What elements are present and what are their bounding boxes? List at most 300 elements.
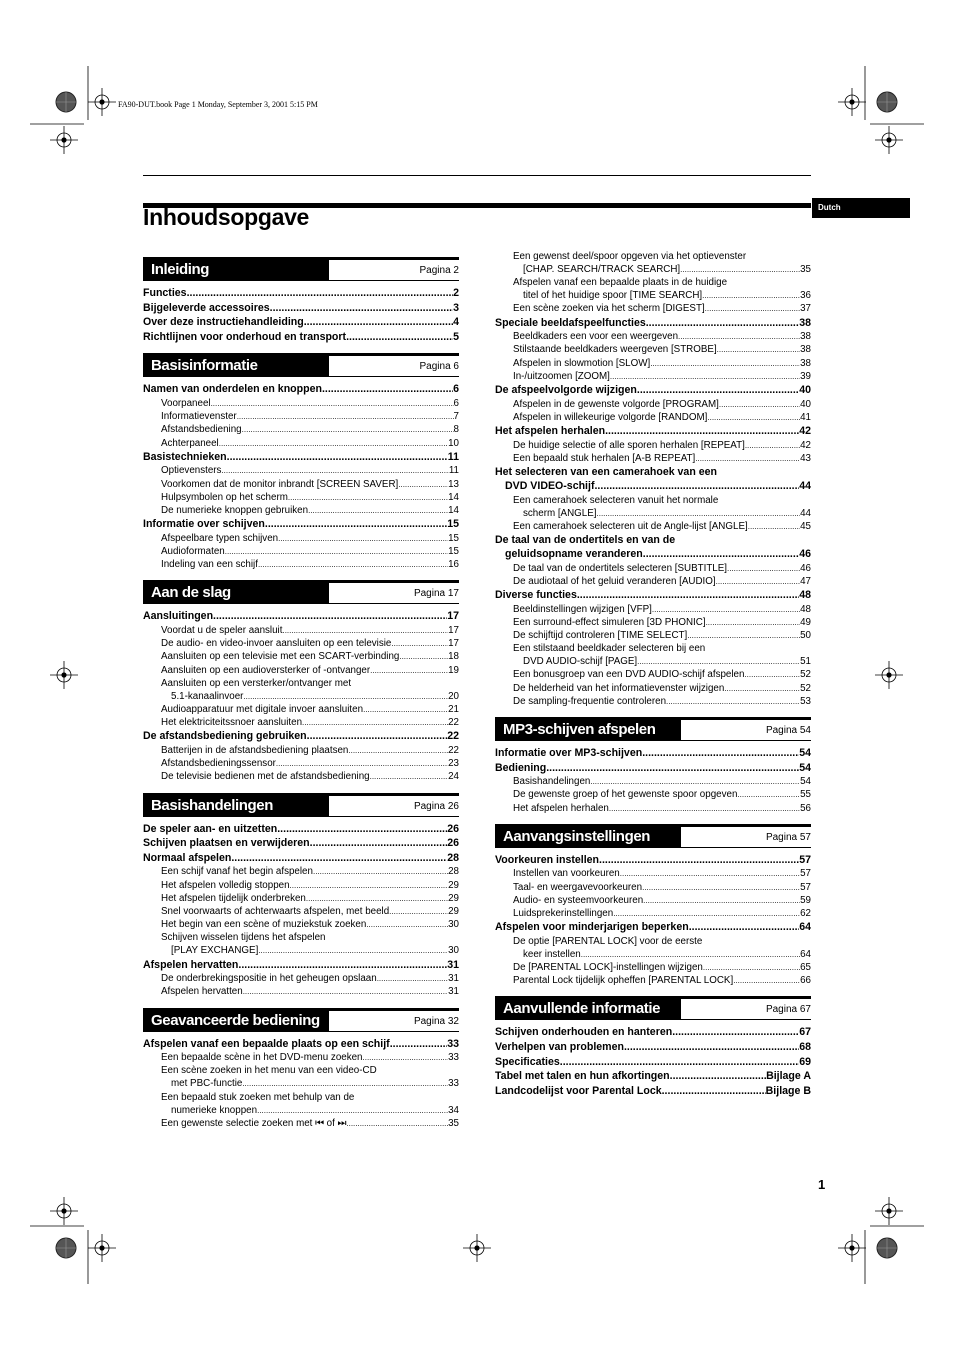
toc-leader-dots bbox=[695, 452, 800, 465]
toc-leader-dots bbox=[310, 836, 448, 851]
toc-entry-page: 48 bbox=[800, 603, 811, 615]
toc-entry-title: De sampling-frequentie controleren bbox=[513, 695, 667, 707]
toc-entry-title: Snel voorwaarts of achterwaarts afspelen, met beeld bbox=[161, 906, 390, 917]
toc-subentry[interactable] bbox=[143, 637, 459, 650]
toc-subentry[interactable] bbox=[143, 918, 459, 931]
toc-leader-dots bbox=[609, 802, 800, 815]
toc-subentry[interactable] bbox=[495, 881, 811, 894]
toc-entry[interactable] bbox=[495, 1055, 811, 1070]
toc-subentry[interactable] bbox=[143, 1051, 459, 1064]
toc-subentry[interactable] bbox=[143, 905, 459, 918]
toc-entry-title: [CHAP. SEARCH/TRACK SEARCH] bbox=[523, 264, 681, 275]
section-page: Pagina 17 bbox=[413, 588, 459, 600]
toc-entry-page: 34 bbox=[448, 1104, 459, 1116]
toc-subentry[interactable] bbox=[143, 865, 459, 878]
toc-entry[interactable] bbox=[143, 301, 459, 316]
toc-entry-title: Basishandelingen bbox=[513, 776, 591, 788]
toc-entry-page: 40 bbox=[799, 384, 811, 397]
toc-entry[interactable] bbox=[495, 383, 811, 398]
toc-leader-dots bbox=[605, 424, 799, 439]
toc-leader-dots bbox=[242, 423, 454, 436]
toc-entry-page: 64 bbox=[800, 948, 811, 960]
toc-entry-page: 10 bbox=[448, 437, 459, 449]
toc-entry-line: De taal van de ondertitels en van de bbox=[495, 534, 676, 547]
toc-entry-line: Aansluiten op een versterker/ontvanger met bbox=[161, 677, 352, 689]
toc-leader-dots bbox=[257, 1104, 448, 1117]
toc-leader-dots bbox=[733, 974, 800, 987]
toc-leader-dots bbox=[594, 479, 799, 494]
toc-entry-title: Een bonusgroep van een DVD AUDIO-schijf afspelen bbox=[513, 669, 745, 681]
toc-entry[interactable] bbox=[143, 517, 459, 532]
toc-entry[interactable] bbox=[143, 822, 459, 837]
toc-subentry[interactable] bbox=[495, 695, 811, 708]
toc-entry-title: Informatie over schijven bbox=[143, 518, 265, 531]
toc-entry[interactable] bbox=[495, 1025, 811, 1040]
toc-subentry[interactable] bbox=[495, 616, 811, 629]
toc-entry-page: 28 bbox=[447, 851, 459, 864]
toc-leader-dots bbox=[702, 289, 800, 302]
toc-subentry[interactable] bbox=[143, 1117, 459, 1130]
toc-subentry[interactable] bbox=[495, 562, 811, 575]
toc-subentry[interactable] bbox=[495, 788, 811, 801]
toc-leader-dots bbox=[243, 690, 448, 703]
toc-entry-title: Informatie over MP3-schijven bbox=[495, 747, 643, 760]
toc-leader-dots bbox=[707, 411, 800, 424]
toc-entry-line: Het selecteren van een camerahoek van een bbox=[495, 466, 717, 479]
toc-entry-page: 38 bbox=[800, 357, 811, 369]
toc-entry-page: 42 bbox=[799, 425, 811, 438]
toc-subentry[interactable] bbox=[143, 650, 459, 663]
toc-entry-title: DVD AUDIO-schijf [PAGE] bbox=[523, 656, 638, 668]
section-title: Aanvangsinstellingen bbox=[495, 827, 681, 847]
toc-leader-dots bbox=[599, 853, 799, 868]
toc-entry[interactable] bbox=[495, 316, 811, 331]
toc-entry-line: Een scène zoeken in het menu van een video-CD bbox=[161, 1065, 377, 1077]
toc-leader-dots bbox=[390, 1037, 448, 1052]
section-page: Pagina 57 bbox=[765, 831, 811, 843]
toc-entry[interactable] bbox=[143, 330, 459, 345]
toc-subentry[interactable] bbox=[143, 690, 459, 703]
toc-entry-title: Voorpaneel bbox=[161, 397, 211, 409]
section-title: Geavanceerde bediening bbox=[143, 1011, 329, 1031]
toc-entry-page: 48 bbox=[799, 589, 811, 602]
toc-entry-title: Specificaties bbox=[495, 1055, 560, 1068]
toc-entry-page: 54 bbox=[800, 776, 811, 788]
toc-subentry[interactable] bbox=[495, 357, 811, 370]
toc-subentry[interactable] bbox=[495, 520, 811, 533]
toc-leader-dots bbox=[716, 575, 801, 588]
toc-subentry[interactable] bbox=[143, 464, 459, 477]
toc-leader-dots bbox=[650, 357, 800, 370]
toc-subentry[interactable] bbox=[495, 263, 811, 276]
section-header bbox=[495, 996, 811, 1022]
toc-subentry[interactable] bbox=[143, 1104, 459, 1117]
toc-entry-page: 31 bbox=[448, 986, 459, 998]
toc-subentry[interactable] bbox=[495, 343, 811, 356]
toc-entry-page: 19 bbox=[448, 664, 459, 676]
toc-subentry[interactable] bbox=[495, 289, 811, 302]
toc-entry[interactable] bbox=[143, 1037, 459, 1052]
toc-subentry[interactable] bbox=[143, 744, 459, 757]
toc-entry-title: Afstandsbediening bbox=[161, 424, 242, 436]
toc-leader-dots bbox=[717, 343, 800, 356]
toc-subentry[interactable] bbox=[495, 894, 811, 907]
toc-entry-page: 22 bbox=[448, 717, 459, 729]
toc-subentry[interactable] bbox=[143, 716, 459, 729]
toc-leader-dots bbox=[346, 1117, 448, 1130]
toc-subentry[interactable] bbox=[143, 478, 459, 491]
toc-entry-page: 26 bbox=[447, 837, 459, 850]
toc-subentry[interactable] bbox=[495, 603, 811, 616]
toc-leader-dots bbox=[187, 286, 454, 301]
toc-entry-title: Basistechnieken bbox=[143, 450, 227, 463]
toc-entry-title: Informatievenster bbox=[161, 411, 237, 423]
toc-entry-title: Voordat u de speler aansluit bbox=[161, 624, 283, 636]
toc-subentry[interactable] bbox=[143, 944, 459, 957]
section-page: Pagina 67 bbox=[765, 1004, 811, 1016]
toc-entry[interactable] bbox=[143, 450, 459, 465]
toc-entry-page: 66 bbox=[800, 975, 811, 987]
toc-leader-dots bbox=[242, 1077, 448, 1090]
toc-entry[interactable] bbox=[495, 1069, 811, 1084]
toc-leader-dots bbox=[270, 301, 453, 316]
toc-entry-page: 68 bbox=[799, 1041, 811, 1054]
toc-subentry[interactable] bbox=[143, 879, 459, 892]
toc-entry-title: Afspeelbare typen schijven bbox=[161, 532, 279, 544]
toc-entry-page: 11 bbox=[448, 465, 459, 477]
toc-subentry[interactable] bbox=[495, 867, 811, 880]
toc-subentry[interactable] bbox=[495, 629, 811, 642]
section-page: Pagina 26 bbox=[413, 800, 459, 812]
toc-subentry[interactable] bbox=[495, 411, 811, 424]
toc-entry-page: 35 bbox=[800, 264, 811, 275]
toc-subentry[interactable] bbox=[143, 410, 459, 423]
toc-leader-dots bbox=[306, 892, 448, 905]
toc-entry-title: Stilstaande beeldkaders weergeven [STROBE] bbox=[513, 344, 717, 356]
section-page: Pagina 32 bbox=[413, 1015, 459, 1027]
toc-entry-page: 15 bbox=[448, 532, 459, 544]
toc-entry-line: Schijven wisselen tijdens het afspelen bbox=[161, 932, 326, 944]
toc-right-column bbox=[495, 250, 811, 1098]
toc-entry-page: 18 bbox=[448, 651, 459, 663]
toc-entry-title: De helderheid van het informatievenster wijzigen bbox=[513, 682, 725, 694]
toc-entry-page: 6 bbox=[453, 383, 459, 396]
toc-entry-page: Bijlage B bbox=[765, 1084, 811, 1097]
toc-entry[interactable] bbox=[495, 746, 811, 761]
toc-entry[interactable] bbox=[495, 547, 811, 562]
toc-leader-dots bbox=[613, 907, 800, 920]
toc-leader-dots bbox=[643, 547, 799, 562]
toc-leader-dots bbox=[399, 650, 448, 663]
toc-entry-title: Het elektriciteitssnoer aansluiten bbox=[161, 717, 303, 729]
toc-leader-dots bbox=[642, 746, 799, 761]
toc-subentry[interactable] bbox=[495, 682, 811, 695]
toc-entry-title: Een camerahoek selecteren uit de Angle-lijst [ANGLE] bbox=[513, 520, 748, 532]
toc-subentry[interactable] bbox=[495, 655, 811, 668]
toc-entry-title: De audiotaal of het geluid veranderen [AUDIO] bbox=[513, 575, 716, 587]
toc-leader-dots bbox=[620, 867, 800, 880]
toc-subentry[interactable] bbox=[495, 575, 811, 588]
toc-subentry[interactable] bbox=[143, 558, 459, 571]
toc-entry-title: Voorkomen dat de monitor inbrandt [SCREEN SAVER] bbox=[161, 478, 399, 490]
toc-leader-dots bbox=[637, 655, 800, 668]
toc-subentry[interactable] bbox=[495, 452, 811, 465]
toc-leader-dots bbox=[646, 316, 799, 331]
section-underline bbox=[495, 847, 811, 848]
toc-leader-dots bbox=[398, 478, 448, 491]
toc-subentry[interactable] bbox=[143, 770, 459, 783]
toc-entry-title: Speciale beeldafspeelfuncties bbox=[495, 316, 646, 329]
toc-entry-page: 44 bbox=[800, 507, 811, 519]
toc-entry[interactable] bbox=[495, 920, 811, 935]
toc-leader-dots bbox=[748, 520, 800, 533]
toc-entry-title: De afspeelvolgorde wijzigen bbox=[495, 384, 637, 397]
toc-entry[interactable] bbox=[143, 851, 459, 866]
toc-leader-dots bbox=[227, 450, 448, 465]
toc-entry-page: 69 bbox=[799, 1055, 811, 1068]
toc-entry-title: Richtlijnen voor onderhoud en transport bbox=[143, 330, 347, 343]
toc-leader-dots bbox=[377, 972, 448, 985]
toc-entry-page: 64 bbox=[799, 921, 811, 934]
toc-entry-page: 26 bbox=[447, 822, 459, 835]
section-title: Basisinformatie bbox=[143, 356, 329, 376]
toc-entry-page: 17 bbox=[448, 624, 459, 636]
toc-subentry[interactable] bbox=[495, 398, 811, 411]
toc-leader-dots bbox=[304, 315, 453, 330]
toc-entry-page: 29 bbox=[448, 892, 459, 904]
toc-entry[interactable] bbox=[495, 761, 811, 776]
toc-leader-dots bbox=[577, 588, 799, 603]
toc-leader-dots bbox=[724, 682, 800, 695]
toc-entry-page: 43 bbox=[800, 452, 811, 464]
section-underline bbox=[495, 1019, 811, 1020]
toc-entry[interactable] bbox=[143, 836, 459, 851]
toc-entry-page: 41 bbox=[800, 411, 811, 423]
section-header bbox=[143, 1008, 459, 1034]
toc-subentry[interactable] bbox=[143, 1077, 459, 1090]
toc-entry-page: 15 bbox=[448, 545, 459, 557]
toc-subentry[interactable] bbox=[495, 948, 811, 961]
toc-entry-title: Het begin van een scène of muziekstuk zoeken bbox=[161, 919, 367, 931]
toc-leader-dots bbox=[278, 532, 448, 545]
toc-entry-title: Verhelpen van problemen bbox=[495, 1041, 624, 1054]
toc-entry-page: 13 bbox=[448, 478, 459, 490]
toc-leader-dots bbox=[719, 398, 800, 411]
section-header bbox=[143, 257, 459, 283]
toc-entry-page: 22 bbox=[448, 745, 459, 756]
toc-entry[interactable] bbox=[143, 382, 459, 397]
toc-subentry[interactable] bbox=[143, 423, 459, 436]
toc-subentry[interactable] bbox=[495, 907, 811, 920]
toc-entry-page: 20 bbox=[448, 690, 459, 702]
toc-subentry[interactable] bbox=[495, 802, 811, 815]
toc-subentry[interactable] bbox=[143, 491, 459, 504]
toc-leader-dots bbox=[370, 770, 448, 783]
toc-entry-page: 21 bbox=[448, 704, 459, 715]
toc-leader-dots bbox=[624, 1040, 799, 1055]
toc-leader-dots bbox=[302, 716, 448, 729]
toc-entry-title: Schijven onderhouden en hanteren bbox=[495, 1026, 673, 1039]
toc-leader-dots bbox=[590, 775, 800, 788]
toc-subentry[interactable] bbox=[143, 437, 459, 450]
toc-entry-title: Namen van onderdelen en knoppen bbox=[143, 383, 322, 396]
toc-entry-page: 44 bbox=[799, 480, 811, 493]
toc-subentry[interactable] bbox=[143, 664, 459, 677]
toc-subentry[interactable] bbox=[495, 507, 811, 520]
toc-subentry[interactable] bbox=[495, 370, 811, 383]
toc-entry-title: Tabel met talen en hun afkortingen bbox=[495, 1070, 670, 1083]
toc-entry-title: Een surround-effect simuleren [3D PHONIC] bbox=[513, 616, 706, 628]
toc-subentry[interactable] bbox=[143, 757, 459, 770]
toc-entry-title: De televisie bedienen met de afstandsbediening bbox=[161, 771, 370, 783]
toc-entry-page: 50 bbox=[800, 630, 811, 642]
toc-entry[interactable] bbox=[495, 1040, 811, 1055]
toc-leader-dots bbox=[213, 609, 447, 624]
toc-subentry[interactable] bbox=[143, 892, 459, 905]
toc-subentry[interactable] bbox=[143, 985, 459, 998]
toc-leader-dots bbox=[637, 383, 799, 398]
toc-entry-line: Een camerahoek selecteren vanuit het normale bbox=[513, 494, 719, 506]
toc-entry-page: Bijlage A bbox=[766, 1070, 811, 1083]
toc-entry[interactable] bbox=[143, 315, 459, 330]
toc-entry-page: 15 bbox=[447, 518, 459, 531]
toc-entry[interactable] bbox=[495, 588, 811, 603]
toc-entry-page: 39 bbox=[800, 370, 811, 382]
toc-entry-page: 29 bbox=[448, 879, 459, 891]
toc-entry-title: De numerieke knoppen gebruiken bbox=[161, 504, 309, 516]
toc-entry-title: Over deze instructiehandleiding bbox=[143, 316, 304, 329]
toc-subentry[interactable] bbox=[143, 624, 459, 637]
toc-entry-title: Afspelen hervatten bbox=[161, 986, 243, 998]
toc-leader-dots bbox=[703, 961, 800, 974]
toc-entry-title: Diverse functies bbox=[495, 589, 577, 602]
toc-entry-title: Het afspelen herhalen bbox=[513, 802, 609, 814]
toc-entry-page: 30 bbox=[448, 945, 459, 957]
toc-entry-page: 31 bbox=[447, 958, 459, 971]
section-header bbox=[143, 353, 459, 379]
section-title: Aanvullende informatie bbox=[495, 999, 681, 1019]
section-title: MP3-schijven afspelen bbox=[495, 720, 681, 740]
toc-subentry[interactable] bbox=[143, 532, 459, 545]
toc-entry-title: Afstandsbedieningssensor bbox=[161, 758, 276, 770]
header-rule bbox=[143, 175, 811, 176]
toc-subentry[interactable] bbox=[495, 961, 811, 974]
toc-entry[interactable] bbox=[495, 1084, 811, 1099]
toc-leader-dots bbox=[346, 330, 453, 345]
toc-subentry[interactable] bbox=[495, 668, 811, 681]
toc-entry[interactable] bbox=[143, 729, 459, 744]
section-page: Pagina 6 bbox=[419, 361, 459, 373]
toc-leader-dots bbox=[672, 1025, 799, 1040]
section-title: Basishandelingen bbox=[143, 796, 329, 816]
toc-entry-title: Beeldkaders een voor een weergeven bbox=[513, 331, 679, 343]
toc-entry-title: numerieke knoppen bbox=[171, 1104, 258, 1116]
toc-subentry[interactable] bbox=[143, 397, 459, 410]
toc-entry-title: scherm [ANGLE] bbox=[523, 507, 597, 519]
toc-entry-page: 38 bbox=[800, 344, 811, 356]
toc-leader-dots bbox=[652, 603, 800, 616]
toc-subentry[interactable] bbox=[143, 504, 459, 517]
toc-entry-page: 45 bbox=[800, 520, 811, 532]
toc-entry[interactable] bbox=[143, 609, 459, 624]
toc-entry-page: 54 bbox=[799, 747, 811, 760]
toc-entry-page: 6 bbox=[453, 397, 459, 409]
toc-entry-line: Een bepaald stuk zoeken met behulp van de bbox=[161, 1091, 355, 1103]
toc-subentry[interactable] bbox=[495, 302, 811, 315]
section-underline bbox=[495, 740, 811, 741]
toc-entry-title: Audio- en systeemvoorkeuren bbox=[513, 894, 644, 906]
toc-subentry[interactable] bbox=[495, 775, 811, 788]
toc-leader-dots bbox=[610, 370, 800, 383]
section-title: Aan de slag bbox=[143, 583, 329, 603]
toc-entry-page: 38 bbox=[799, 316, 811, 329]
toc-entry[interactable] bbox=[495, 424, 811, 439]
toc-entry-page: 14 bbox=[448, 491, 459, 503]
toc-entry-title: De audio- en video-invoer aansluiten op een televisie bbox=[161, 638, 392, 650]
toc-entry-title: De gewenste groep of het gewenste spoor opgeven bbox=[513, 789, 738, 801]
toc-entry-page: 14 bbox=[448, 504, 459, 516]
toc-entry-page: 7 bbox=[453, 411, 459, 423]
toc-entry-title: geluidsopname veranderen bbox=[505, 548, 643, 561]
toc-subentry[interactable] bbox=[143, 972, 459, 985]
toc-leader-dots bbox=[370, 664, 448, 677]
toc-leader-dots bbox=[391, 637, 448, 650]
toc-leader-dots bbox=[288, 491, 448, 504]
toc-leader-dots bbox=[211, 397, 454, 410]
toc-subentry[interactable] bbox=[495, 439, 811, 452]
toc-entry-title: De speler aan- en uitzetten bbox=[143, 822, 278, 835]
toc-entry[interactable] bbox=[143, 286, 459, 301]
toc-entry[interactable] bbox=[495, 479, 811, 494]
toc-leader-dots bbox=[348, 744, 448, 757]
toc-entry-title: Een gewenste selectie zoeken met ⏮ of ⏭ bbox=[161, 1117, 347, 1129]
toc-entry[interactable] bbox=[143, 958, 459, 973]
toc-subentry[interactable] bbox=[495, 974, 811, 987]
toc-leader-dots bbox=[363, 703, 448, 716]
toc-entry-page: 24 bbox=[448, 771, 459, 783]
toc-subentry[interactable] bbox=[143, 545, 459, 558]
toc-entry-title: 5.1-kanaalinvoer bbox=[171, 690, 244, 702]
toc-entry-line: Afspelen vanaf een bepaalde plaats in de huidige bbox=[513, 277, 728, 289]
toc-subentry[interactable] bbox=[143, 703, 459, 716]
toc-leader-dots bbox=[727, 562, 800, 575]
toc-leader-dots bbox=[308, 504, 448, 517]
toc-leader-dots bbox=[363, 1051, 449, 1064]
toc-leader-dots bbox=[219, 437, 448, 450]
toc-entry-title: Audioformaten bbox=[161, 545, 225, 557]
toc-entry-page: 22 bbox=[447, 730, 459, 743]
section-header bbox=[495, 717, 811, 743]
section-underline bbox=[143, 603, 459, 604]
toc-entry-page: 42 bbox=[800, 439, 811, 451]
toc-entry-page: 54 bbox=[799, 761, 811, 774]
toc-leader-dots bbox=[689, 920, 800, 935]
toc-entry-title: Beeldinstellingen wijzigen [VFP] bbox=[513, 603, 652, 615]
toc-entry-page: 67 bbox=[799, 1026, 811, 1039]
toc-entry-page: 57 bbox=[800, 881, 811, 893]
toc-subentry[interactable] bbox=[495, 330, 811, 343]
toc-leader-dots bbox=[313, 865, 448, 878]
toc-entry-title: De huidige selectie of alle sporen herhalen [REPEAT] bbox=[513, 439, 745, 451]
toc-entry[interactable] bbox=[495, 853, 811, 868]
toc-leader-dots bbox=[322, 382, 453, 397]
toc-leader-dots bbox=[705, 302, 800, 315]
toc-leader-dots bbox=[597, 507, 801, 520]
toc-leader-dots bbox=[706, 616, 801, 629]
toc-entry-title: De [PARENTAL LOCK]-instellingen wijzigen bbox=[513, 962, 703, 974]
toc-leader-dots bbox=[282, 624, 448, 637]
toc-entry-title: De schijftijd controleren [TIME SELECT] bbox=[513, 630, 688, 642]
